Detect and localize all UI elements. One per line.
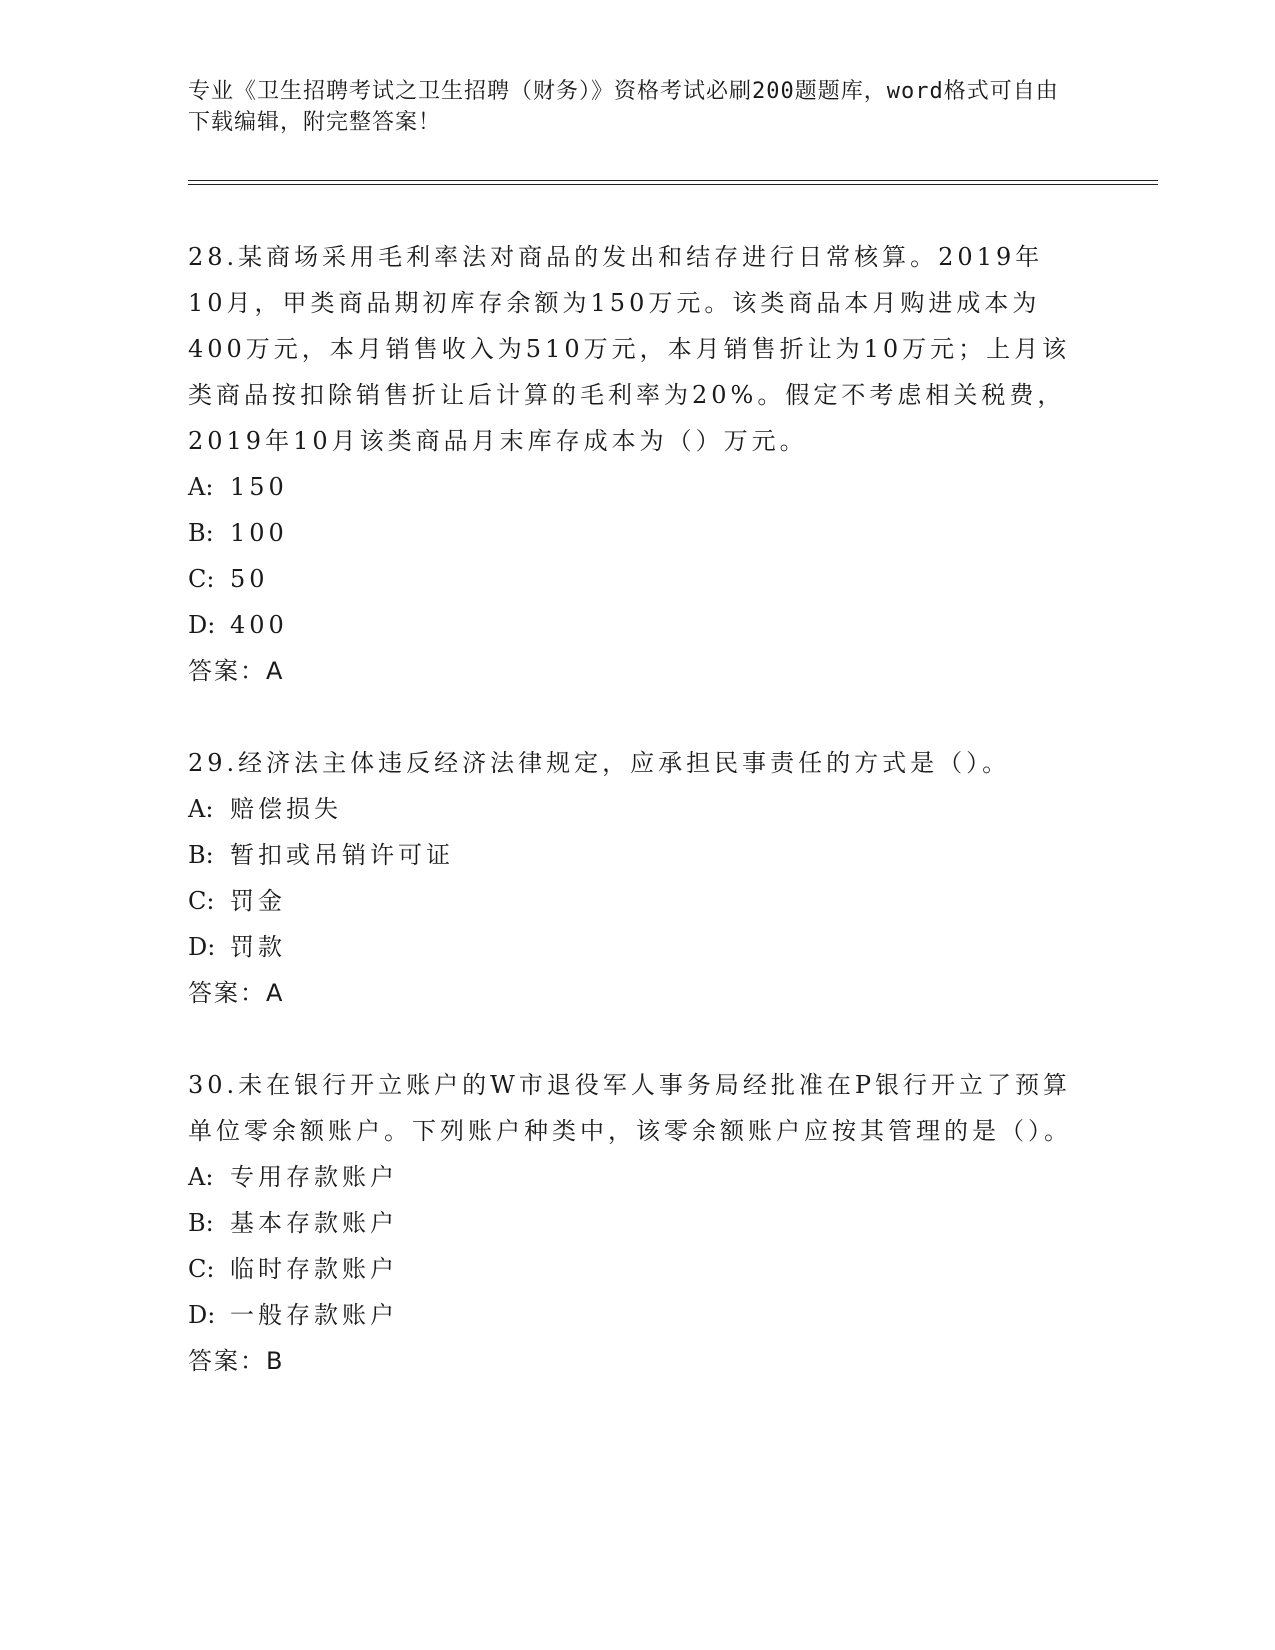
option-b [188, 510, 1078, 556]
option-d [188, 1292, 1078, 1338]
option-b [188, 1200, 1078, 1246]
option-text: 暂扣或吊销许可证 [230, 841, 454, 869]
question-stem: 30.未在银行开立账户的W市退役军人事务局经批准在P银行开立了预算单位零余额账户。下列账户种类中，该零余额账户应按其管理的是（）。 [188, 1071, 1072, 1145]
option-a [188, 1154, 1078, 1200]
option-letter: D: [188, 1301, 216, 1329]
option-text: 基本存款账户 [230, 1209, 398, 1237]
answer-line: 答案：A [188, 979, 285, 1007]
option-letter: A: [188, 473, 214, 501]
option-c [188, 1246, 1078, 1292]
option-text: 临时存款账户 [230, 1255, 398, 1283]
option-letter: B: [188, 1209, 214, 1237]
option-text: 400 [230, 611, 288, 639]
option-text: 100 [230, 519, 288, 547]
option-text: 赔偿损失 [230, 795, 342, 823]
option-text: 罚金 [230, 887, 286, 915]
question-stem: 29.经济法主体违反经济法律规定，应承担民事责任的方式是（）。 [188, 749, 1011, 777]
option-text: 150 [230, 473, 288, 501]
option-d [188, 924, 1078, 970]
answer-line: 答案：A [188, 657, 285, 685]
option-text: 专用存款账户 [230, 1163, 398, 1191]
header-divider [188, 180, 1158, 185]
option-letter: C: [188, 565, 215, 593]
question-29 [188, 740, 1078, 1016]
option-c [188, 878, 1078, 924]
option-letter: B: [188, 841, 214, 869]
option-a [188, 786, 1078, 832]
question-list [188, 234, 1078, 1430]
option-text: 50 [230, 565, 269, 593]
option-letter: C: [188, 1255, 215, 1283]
option-c [188, 556, 1078, 602]
option-text: 罚款 [230, 933, 286, 961]
answer-line: 答案：B [188, 1347, 285, 1375]
option-letter: D: [188, 611, 216, 639]
option-letter: B: [188, 519, 214, 547]
question-stem: 28.某商场采用毛利率法对商品的发出和结存进行日常核算。2019年10月，甲类商品期初库存余额为150万元。该类商品本月购进成本为400万元，本月销售收入为510万元，本月销售折让为10万元；上月该类商品按扣除销售折让后计算的毛利率为20%。假定不考虑相关税费，2019年10月该类商品月末库存成本为（）万元。 [188, 243, 1071, 455]
option-b [188, 832, 1078, 878]
question-28 [188, 234, 1078, 694]
option-letter: A: [188, 1163, 214, 1191]
option-letter: D: [188, 933, 216, 961]
option-a [188, 464, 1078, 510]
option-d [188, 602, 1078, 648]
option-text: 一般存款账户 [230, 1301, 398, 1329]
option-letter: C: [188, 887, 215, 915]
option-letter: A: [188, 795, 214, 823]
question-30 [188, 1062, 1078, 1384]
document-header: 专业《卫生招聘考试之卫生招聘（财务）》资格考试必刷200题题库，word格式可自由下载编辑，附完整答案！ [188, 79, 1059, 135]
